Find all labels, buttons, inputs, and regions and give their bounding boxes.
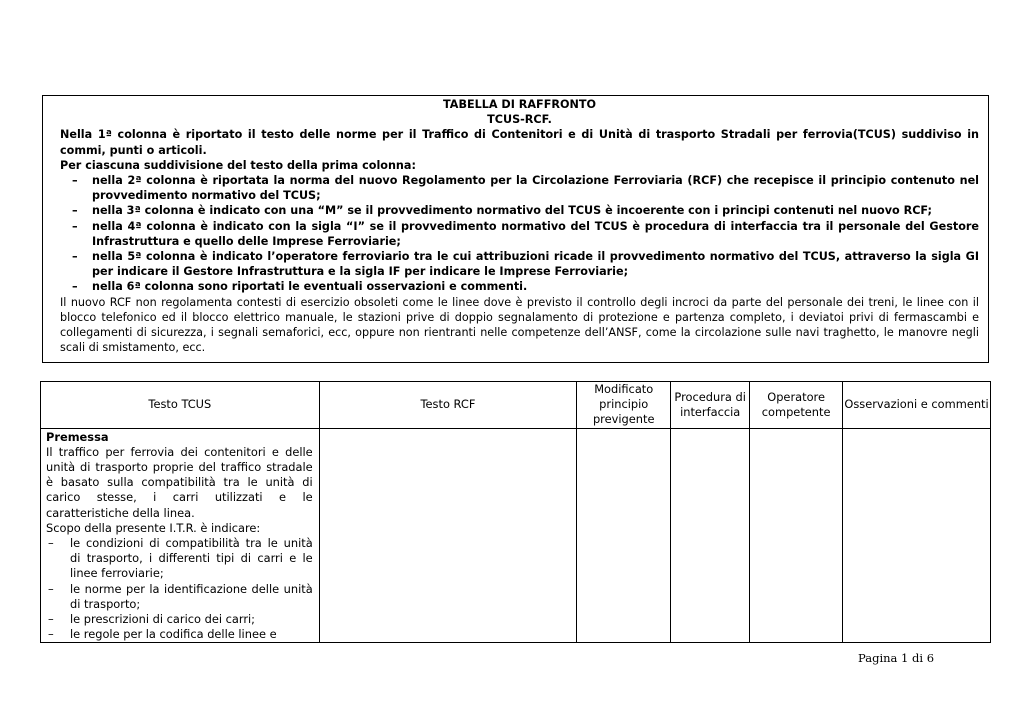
- intro-paragraph-2: Per ciascuna suddivisione del testo della prima colonna:: [60, 158, 416, 172]
- cell-procedura-interfaccia: [671, 428, 750, 643]
- intro-bullet-text: nella 2ª colonna è riportata la norma del nuovo Regolamento per la Circolazione Ferroviaria (RCF) che recepisce il principio contenuto nel provvedimento normativo del TCUS;: [92, 174, 979, 203]
- intro-bullet-text: nella 5ª colonna è indicato l’operatore ferroviario tra le cui attribuzioni ricade il provvedimento normativo del TCUS, attraverso la sigla GI per indicare il Gestore Infrastruttura e la sigla IF per indicare le Imprese Ferroviarie;: [92, 250, 979, 279]
- header-testo-rcf: Testo RCF: [319, 382, 577, 429]
- intro-bullet-text: nella 6ª colonna sono riportati le eventuali osservazioni e commenti.: [92, 280, 528, 294]
- dash-icon: –: [72, 280, 78, 294]
- section-title: Premessa: [46, 429, 109, 444]
- section-paragraph-2: Scopo della presente I.T.R. è indicare:: [46, 520, 261, 535]
- dash-icon: –: [72, 204, 78, 218]
- list-item-text: le condizioni di compatibilità tra le unità di trasporto, i differenti tipi di carri e le linee ferroviarie;: [70, 536, 313, 581]
- cell-testo-tcus: [41, 428, 320, 643]
- intro-bullet-list: [60, 173, 979, 295]
- intro-bullet-item: [60, 173, 979, 203]
- cell-modificato-principio: [577, 428, 671, 643]
- header-operatore-competente: Operatore competente: [750, 382, 843, 429]
- section-list: [46, 536, 313, 642]
- list-item: [46, 536, 313, 582]
- list-item: [46, 627, 313, 642]
- dash-icon: –: [48, 581, 54, 596]
- cell-operatore-competente: [750, 428, 843, 643]
- intro-subtitle: TCUS-RCF.: [487, 113, 552, 127]
- header-procedura-interfaccia: Procedura di interfaccia: [671, 382, 750, 429]
- header-osservazioni: Osservazioni e commenti: [843, 382, 991, 429]
- header-testo-tcus: Testo TCUS: [41, 382, 320, 429]
- intro-bullet-item: [60, 219, 979, 249]
- section-paragraph-1: Il traffico per ferrovia dei contenitori e delle unità di trasporto proprie del traffico stradale è basato sulla compatibilità tra le unità di carico stesse, i carri utilizzati e le caratteristiche della linea.: [46, 444, 313, 520]
- list-item-text: le norme per la identificazione delle unità di trasporto;: [70, 581, 313, 611]
- intro-paragraph-3: Il nuovo RCF non regolamenta contesti di esercizio obsoleti come le linee dove è previsto il controllo degli incroci da parte del personale dei treni, le linee con il blocco telefonico ed il blocco elettrico manuale, le stazioni prive di doppio segnalamento di protezione e partenza completo, i deviatoi privi di fermascambi e collegamenti di sicurezza, i segnali semaforici, ecc, oppure non rientranti nelle competenze dell’ANSF, come la circolazione sulle navi traghetto, le manovre negli scali di smistamento, ecc.: [60, 295, 979, 355]
- page-number: Pagina 1 di 6: [858, 651, 935, 665]
- dash-icon: –: [72, 174, 78, 188]
- comparison-table: [40, 381, 991, 643]
- dash-icon: –: [48, 536, 54, 551]
- cell-osservazioni: [843, 428, 991, 643]
- intro-bullet-item: [60, 249, 979, 279]
- table-row: [41, 428, 991, 643]
- intro-bullet-text: nella 3ª colonna è indicato con una “M” se il provvedimento normativo del TCUS è incoerente con i principi contenuti nel nuovo RCF;: [92, 204, 932, 218]
- table-header-row: [41, 382, 991, 429]
- list-item-text: le prescrizioni di carico dei carri;: [70, 612, 256, 627]
- intro-bullet-item: [60, 203, 979, 218]
- dash-icon: –: [48, 627, 54, 642]
- intro-title: TABELLA DI RAFFRONTO: [443, 98, 596, 111]
- intro-paragraph-1: Nella 1ª colonna è riportato il testo delle norme per il Traffico di Contenitori e di Unità di trasporto Stradali per ferrovia(TCUS) suddiviso in commi, punti o articoli.: [60, 128, 979, 157]
- intro-bullet-text: nella 4ª colonna è indicato con la sigla “I” se il provvedimento normativo del TCUS è procedura di interfaccia tra il personale del Gestore Infrastruttura e quello delle Imprese Ferroviarie;: [92, 219, 979, 248]
- list-item: [46, 612, 313, 627]
- dash-icon: –: [48, 612, 54, 627]
- dash-icon: –: [72, 250, 78, 264]
- intro-bullet-item: [60, 279, 979, 294]
- intro-box: [42, 95, 989, 363]
- list-item: [46, 582, 313, 612]
- dash-icon: –: [72, 219, 78, 233]
- list-item-text: le regole per la codifica delle linee e: [70, 627, 277, 642]
- header-modificato-principio: Modificato principio previgente: [577, 382, 671, 429]
- cell-testo-rcf: [319, 428, 577, 643]
